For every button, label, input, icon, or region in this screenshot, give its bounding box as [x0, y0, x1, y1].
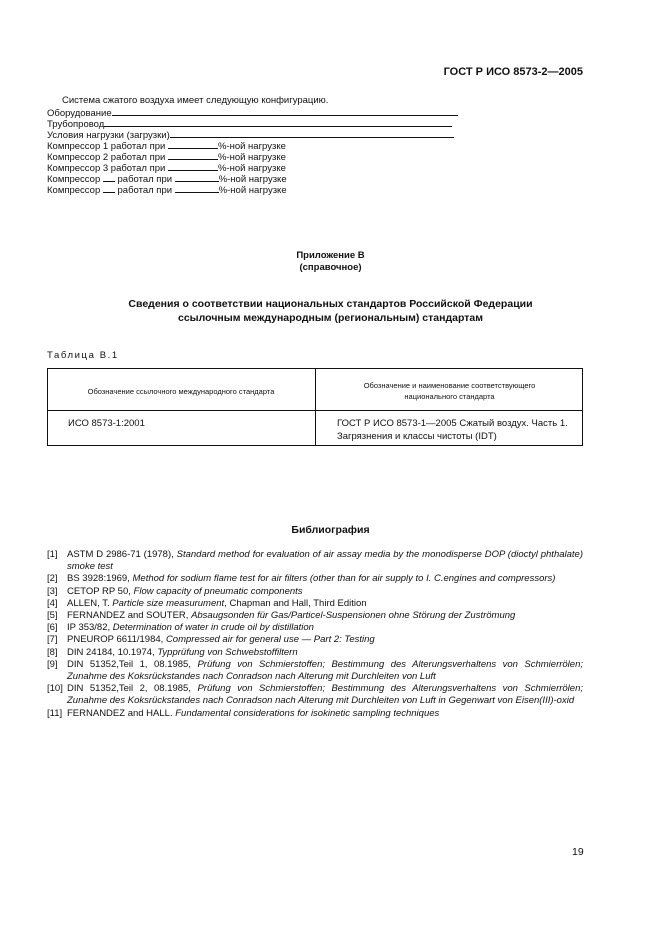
bibliography-list — [47, 549, 583, 720]
config-line-compressor-1: Компрессор 1 работал при %-ной нагрузке — [47, 141, 286, 152]
annex-label: Приложение В — [296, 250, 365, 261]
table-header-national: Обозначение и наименование соответствующего национального стандарта — [363, 381, 536, 401]
blank-field — [168, 162, 218, 171]
bibliography-item: [11] FERNANDEZ and HALL. Fundamental considerations for isokinetic sampling techniques — [47, 707, 440, 719]
config-line-compressor-x2: Компрессор работал при %-ной нагрузке — [47, 185, 287, 196]
bibliography-item: [6] IP 353/82, Determination of water in crude oil by distillation — [47, 622, 314, 634]
config-line-compressor-x1: Компрессор работал при %-ной нагрузке — [47, 174, 287, 185]
blank-field — [103, 173, 115, 182]
bibliography-item: [9] DIN 51352,Teil 1, 08.1985, Prüfung von Schmierstoffen; Bestimmung des Alterungsverhaltens von Schmierrölen; Zunahme des Koksrückstandes nach Conradson nach Alterung mit Durchleiten von Luft — [47, 658, 583, 683]
blank-field — [112, 107, 458, 116]
blank-field — [168, 140, 218, 149]
table-label: Таблица В.1 — [47, 350, 119, 361]
blank-field — [175, 184, 219, 193]
annex-heading: Сведения о соответствии национальных стандартов Российской Федерации ссылочным международным (региональным) стандартам — [128, 298, 533, 324]
config-line-compressor-2: Компрессор 2 работал при %-ной нагрузке — [47, 152, 286, 163]
document-header: ГОСТ Р ИСО 8573-2—2005 — [443, 66, 583, 78]
config-line-load-conditions: Условия нагрузки (загрузки) — [47, 129, 454, 141]
bibliography-item: [10] DIN 51352,Teil 2, 08.1985, Prüfung von Schmierstoffen; Bestimmung des Alterungsverhaltens von Schmierrölen; Zunahme des Koksrückstandes nach Conradson nach Alterung mit Durchleiten von Luft in Gegenwart von Eisen(III)-oxid — [47, 683, 583, 707]
bibliography-item: [5] FERNANDEZ and SOUTER, Absaugsonden für Gas/Particel-Suspensionen ohne Störung der Zuströmung — [47, 610, 516, 622]
blank-field — [103, 184, 115, 193]
table-divider — [47, 410, 583, 411]
config-line-equipment: Оборудование — [47, 107, 458, 119]
table-cell-national: ГОСТ Р ИСО 8573-1—2005 Сжатый воздух. Часть 1. Загрязнения и классы чистоты (IDT) — [337, 418, 568, 442]
blank-field — [104, 118, 452, 127]
bibliography-item: [7] PNEUROP 6611/1984, Compressed air for general use — Part 2: Testing — [47, 634, 375, 646]
table-cell-intl: ИСО 8573-1:2001 — [68, 418, 145, 429]
blank-field — [175, 173, 219, 182]
blank-field — [170, 129, 454, 138]
config-line-compressor-3: Компрессор 3 работал при %-ной нагрузке — [47, 163, 286, 174]
config-intro: Система сжатого воздуха имеет следующую конфигурацию. — [62, 95, 329, 106]
bibliography-item: [1] ASTM D 2986-71 (1978), Standard method for evaluation of air assay media by the monodisperse DOP (dioctyl phthalate) smoke test — [47, 549, 583, 573]
bibliography-title: Библиография — [291, 524, 370, 536]
bibliography-item: [2] BS 3928:1969, Method for sodium flame test for air filters (other than for air supply to I. C.engines and compressors) — [47, 573, 556, 585]
bibliography-item: [8] DIN 24184, 10.1974, Typprüfung von Schwebstoffiltern — [47, 646, 298, 658]
blank-field — [168, 151, 218, 160]
bibliography-item: [3] CETOP RP 50, Flow capacity of pneumatic components — [47, 585, 303, 597]
bibliography-item: [4] ALLEN, T. Particle size measurument, Chapman and Hall, Third Edition — [47, 597, 367, 609]
page-number: 19 — [572, 846, 584, 858]
config-line-pipeline: Трубопровод — [47, 118, 452, 130]
annex-type: (справочное) — [299, 262, 362, 273]
table-header-intl: Обозначение ссылочного международного стандарта — [87, 387, 275, 396]
annex-title — [0, 250, 661, 274]
